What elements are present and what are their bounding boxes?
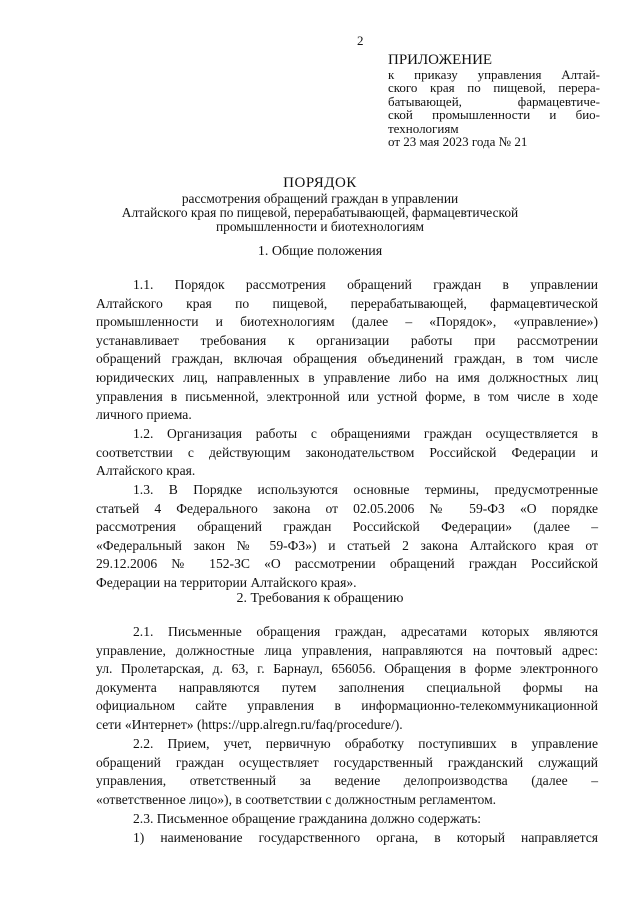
text-line: ул. Пролетарская, д. 63, г. Барнаул, 656056. Обращения в форме электронного	[96, 661, 598, 677]
text-line: обращений граждан, включая обращения объединений граждан, в том числе	[96, 351, 598, 367]
text-line: обращений граждан осуществляет государственный гражданский служащий	[96, 754, 598, 770]
text-line: «ответственное лицо»), в соответствии с должностным регламентом.	[96, 791, 497, 807]
text-line: 29.12.2006 № 152-ЗС «О рассмотрении обращений граждан Российской	[96, 556, 598, 572]
annex-date-line: от 23 мая 2023 года № 21	[388, 134, 528, 150]
paragraph-2-1	[96, 623, 598, 735]
annex-line: технологиям	[388, 120, 459, 136]
text-line: Алтайского края.	[96, 463, 196, 479]
document-title: ПОРЯДОК	[283, 175, 357, 191]
annex-line: к приказу управления Алтай-	[388, 67, 600, 82]
section-heading: 1. Общие положения	[257, 244, 383, 259]
paragraph-2-2	[96, 735, 598, 809]
page-number: 2	[357, 33, 364, 48]
text-line: Алтайского края по пищевой, перерабатывающей, фармацевтической	[96, 295, 598, 311]
text-line: 1.1. Порядок рассмотрения обращений граждан в управлении	[133, 277, 598, 292]
text-line: управления, ответственный за ведение делопроизводства (далее –	[96, 773, 598, 789]
text-line: промышленности и биотехнологиям (далее – «Порядок», «управление»)	[96, 314, 598, 330]
text-line: статьей 4 Федерального закона от 02.05.2006 № 59-ФЗ «О порядке	[96, 500, 598, 516]
subtitle-line: Алтайского края по пищевой, перерабатывающей, фармацевтической	[121, 205, 519, 220]
annex-title: ПРИЛОЖЕНИЕ	[388, 52, 493, 68]
text-line: управление, должностные лица управления, направляются на почтовый адрес:	[96, 642, 598, 658]
paragraph-2-3-item-1	[96, 829, 598, 848]
text-line: личного приема.	[96, 407, 192, 423]
subtitle-line: промышленности и биотехнологиям	[215, 219, 425, 234]
text-line: устанавливает требования к организации работы при рассмотрении	[96, 332, 598, 348]
paragraph-1-3	[96, 481, 598, 593]
annex-block	[388, 52, 600, 148]
text-line: 2.1. Письменные обращения граждан, адресатами которых являются	[133, 624, 598, 639]
text-line: документа направляются путем заполнения специальной формы на	[96, 679, 598, 695]
text-line: официальном сайте управления в информационно-телекоммуникационной	[96, 698, 598, 714]
paragraph-2-3	[96, 810, 598, 829]
text-line: соответствии с действующим законодательством Российской Федерации и	[96, 444, 598, 460]
text-line: «Федеральный закон № 59-ФЗ») и статьей 2 закона Алтайского края от	[96, 537, 598, 553]
text-line: сети «Интернет» (https://upp.alregn.ru/faq/procedure/).	[96, 716, 403, 732]
paragraph-1-2	[96, 425, 598, 481]
text-line: 2.3. Письменное обращение гражданина должно содержать:	[133, 811, 482, 826]
annex-line: батывающей, фармацевтиче-	[388, 93, 600, 109]
text-line: 1.2. Организация работы с обращениями граждан осуществляется в	[133, 426, 598, 441]
annex-line: ского края по пищевой, перера-	[388, 80, 600, 96]
paragraph-1-1	[96, 276, 598, 425]
annex-line: ской промышленности и био-	[388, 107, 600, 123]
text-line: Федерации на территории Алтайского края».	[96, 574, 357, 590]
text-line: 2.2. Прием, учет, первичную обработку поступивших в управление	[133, 736, 598, 751]
text-line: 1) наименование государственного органа, в который направляется	[133, 830, 598, 845]
text-line: рассмотрения обращений граждан Российской Федерации» (далее –	[96, 519, 598, 535]
section-heading: 2. Требования к обращению	[236, 591, 404, 606]
text-line: 1.3. В Порядке используются основные термины, предусмотренные	[133, 482, 598, 497]
text-line: управления в письменной, электронной или устной форме, в том числе в ходе	[96, 388, 598, 404]
text-line: юридических лиц, направленных в управление либо на имя должностных лиц	[96, 369, 598, 385]
subtitle-line: рассмотрения обращений граждан в управлении	[181, 191, 459, 206]
document-subtitle	[100, 192, 540, 234]
